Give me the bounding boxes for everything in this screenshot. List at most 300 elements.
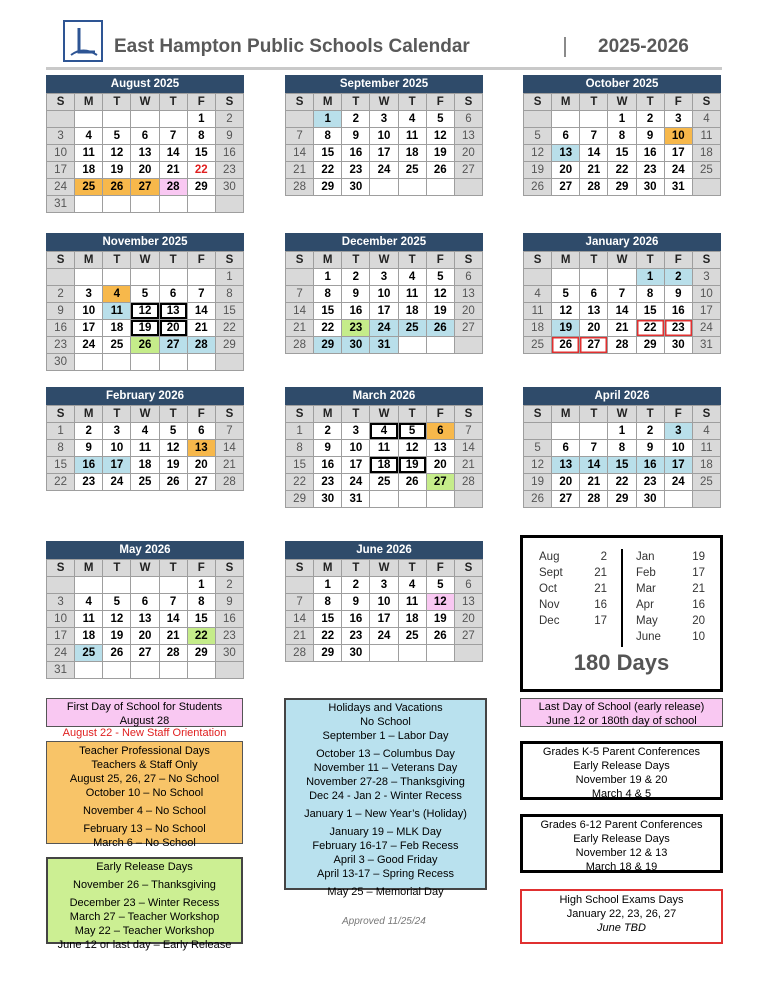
- day-count-values-right: [683, 549, 705, 645]
- day-cell: 17: [103, 457, 131, 474]
- day-cell: 26: [131, 337, 159, 354]
- header-rule: [46, 67, 722, 70]
- day-cell: 8: [314, 286, 342, 303]
- day-cell: 8: [188, 128, 216, 145]
- day-cell: 28: [216, 474, 244, 491]
- day-cell: 3: [47, 128, 75, 145]
- day-cell: 16: [342, 611, 370, 628]
- legend-line: August 28: [119, 715, 170, 727]
- empty-cell: [286, 111, 314, 128]
- day-cell: 31: [665, 179, 693, 196]
- day-cell: 4: [75, 594, 103, 611]
- day-cell: 3: [693, 269, 721, 286]
- day-cell: 10: [665, 128, 693, 145]
- weekday-header: F: [665, 252, 693, 269]
- empty-cell: [427, 179, 455, 196]
- month-grid: [46, 559, 244, 679]
- weekday-header: S: [455, 560, 483, 577]
- day-cell: 3: [665, 423, 693, 440]
- day-count: 21: [594, 583, 607, 595]
- day-cell: 11: [131, 440, 159, 457]
- day-cell: 23: [314, 474, 342, 491]
- month-calendar: [46, 387, 244, 491]
- day-cell: 12: [552, 303, 580, 320]
- legend-line: June 12 or 180th day of school: [546, 715, 697, 727]
- day-cell: 18: [131, 457, 159, 474]
- day-cell: 1: [314, 577, 342, 594]
- day-cell: 15: [188, 611, 216, 628]
- day-cell: 20: [455, 303, 483, 320]
- day-cell: 18: [399, 145, 427, 162]
- day-cell: 8: [216, 286, 244, 303]
- legend-line: January 19 – MLK Day: [329, 826, 442, 838]
- weekday-header: T: [342, 406, 370, 423]
- weekday-header: F: [427, 560, 455, 577]
- empty-cell: [580, 111, 608, 128]
- month-title: September 2025: [285, 75, 483, 93]
- empty-cell: [160, 196, 188, 213]
- day-cell: 7: [580, 128, 608, 145]
- weekday-header: M: [552, 406, 580, 423]
- day-cell: 18: [75, 628, 103, 645]
- day-cell: 18: [370, 457, 398, 474]
- day-cell: 25: [131, 474, 159, 491]
- day-cell: 11: [399, 286, 427, 303]
- day-cell: 20: [552, 474, 580, 491]
- month-title: March 2026: [285, 387, 483, 405]
- early-release-legend: [46, 857, 243, 951]
- weekday-header: S: [455, 406, 483, 423]
- day-cell: 17: [370, 145, 398, 162]
- month-grid: [523, 251, 721, 354]
- day-cell: 11: [399, 128, 427, 145]
- month-calendar: [523, 387, 721, 508]
- month-label: Oct: [539, 583, 557, 595]
- day-count-box: [520, 535, 723, 692]
- day-cell: 16: [342, 145, 370, 162]
- legend-line: Early Release Days: [573, 833, 670, 845]
- day-cell: 13: [188, 440, 216, 457]
- empty-cell: [75, 111, 103, 128]
- day-cell: 20: [427, 457, 455, 474]
- day-cell: 1: [47, 423, 75, 440]
- month-calendar: [285, 75, 483, 196]
- day-cell: 21: [286, 162, 314, 179]
- day-cell: 31: [47, 662, 75, 679]
- day-cell: 1: [314, 269, 342, 286]
- day-cell: 8: [637, 286, 665, 303]
- weekday-header: T: [103, 94, 131, 111]
- weekday-header: F: [665, 94, 693, 111]
- weekday-header: S: [455, 252, 483, 269]
- day-cell: 4: [693, 423, 721, 440]
- legend-line: Dec 24 - Jan 2 - Winter Recess: [309, 790, 462, 802]
- day-cell: 17: [370, 611, 398, 628]
- month-grid: [285, 93, 483, 196]
- day-cell: 19: [399, 457, 427, 474]
- day-cell: 14: [580, 457, 608, 474]
- day-cell: 7: [160, 594, 188, 611]
- day-cell: 25: [399, 320, 427, 337]
- empty-cell: [427, 645, 455, 662]
- weekday-header: F: [188, 252, 216, 269]
- day-cell: 15: [286, 457, 314, 474]
- day-cell: 6: [131, 594, 159, 611]
- day-cell: 2: [75, 423, 103, 440]
- day-cell: 23: [342, 162, 370, 179]
- day-cell: 26: [524, 179, 552, 196]
- day-cell: 20: [188, 457, 216, 474]
- day-cell: 24: [370, 628, 398, 645]
- day-cell: 30: [47, 354, 75, 371]
- day-cell: 7: [216, 423, 244, 440]
- day-cell: 27: [455, 628, 483, 645]
- weekday-header: T: [637, 406, 665, 423]
- day-cell: 9: [314, 440, 342, 457]
- day-cell: 28: [160, 179, 188, 196]
- legend-line: March 6 – No School: [93, 837, 196, 849]
- day-cell: 22: [286, 474, 314, 491]
- month-label: Mar: [636, 583, 656, 595]
- day-cell: 17: [47, 628, 75, 645]
- day-cell: 30: [342, 179, 370, 196]
- empty-cell: [75, 354, 103, 371]
- legend-line: May 22 – Teacher Workshop: [74, 925, 215, 937]
- empty-cell: [216, 196, 244, 213]
- weekday-header: T: [160, 560, 188, 577]
- day-cell: 27: [580, 337, 608, 354]
- day-cell: 8: [47, 440, 75, 457]
- legend-line: April 3 – Good Friday: [333, 854, 438, 866]
- day-cell: 7: [286, 286, 314, 303]
- legend-line: June TBD: [597, 922, 646, 934]
- day-cell: 21: [216, 457, 244, 474]
- month-title: June 2026: [285, 541, 483, 559]
- day-cell: 26: [399, 474, 427, 491]
- school-logo: [63, 20, 103, 62]
- day-cell: 11: [103, 303, 131, 320]
- legend-line: Teachers & Staff Only: [91, 759, 198, 771]
- legend-line: First Day of School for Students: [66, 701, 223, 713]
- weekday-header: S: [693, 252, 721, 269]
- empty-cell: [131, 196, 159, 213]
- day-cell: 10: [47, 145, 75, 162]
- day-cell: 22: [314, 162, 342, 179]
- day-cell: 12: [427, 128, 455, 145]
- day-cell: 14: [188, 303, 216, 320]
- month-grid: [523, 405, 721, 508]
- legend-line: October 13 – Columbus Day: [316, 748, 455, 760]
- day-cell: 15: [314, 611, 342, 628]
- day-cell: 28: [160, 645, 188, 662]
- day-cell: 9: [342, 128, 370, 145]
- day-cell: 25: [399, 162, 427, 179]
- day-cell: 5: [427, 111, 455, 128]
- day-cell: 6: [131, 128, 159, 145]
- day-cell: 29: [188, 645, 216, 662]
- weekday-header: S: [47, 560, 75, 577]
- day-cell: 19: [552, 320, 580, 337]
- weekday-header: W: [370, 252, 398, 269]
- day-cell: 25: [693, 474, 721, 491]
- day-cell: 23: [342, 320, 370, 337]
- day-cell: 1: [286, 423, 314, 440]
- weekday-header: T: [580, 94, 608, 111]
- day-cell: 4: [399, 111, 427, 128]
- day-cell: 26: [103, 179, 131, 196]
- day-cell: 10: [693, 286, 721, 303]
- empty-cell: [216, 662, 244, 679]
- empty-cell: [524, 111, 552, 128]
- day-cell: 18: [693, 457, 721, 474]
- weekday-header: M: [75, 94, 103, 111]
- weekday-header: W: [608, 94, 636, 111]
- day-cell: 10: [370, 128, 398, 145]
- day-cell: 24: [665, 474, 693, 491]
- month-label: Aug: [539, 551, 560, 563]
- day-cell: 12: [524, 145, 552, 162]
- legend-line: February 16-17 – Feb Recess: [312, 840, 459, 852]
- weekday-header: M: [314, 94, 342, 111]
- legend-line: January 1 – New Year’s (Holiday): [304, 808, 467, 820]
- legend-line: Grades K-5 Parent Conferences: [542, 746, 701, 758]
- weekday-header: W: [370, 94, 398, 111]
- day-cell: 14: [286, 611, 314, 628]
- day-cell: 13: [131, 611, 159, 628]
- weekday-header: S: [47, 94, 75, 111]
- weekday-header: S: [216, 406, 244, 423]
- day-cell: 1: [216, 269, 244, 286]
- day-cell: 17: [370, 303, 398, 320]
- day-cell: 22: [47, 474, 75, 491]
- day-cell: 4: [524, 286, 552, 303]
- day-cell: 7: [608, 286, 636, 303]
- total-days: 180 Days: [573, 650, 670, 675]
- day-cell: 7: [580, 440, 608, 457]
- day-cell: 9: [75, 440, 103, 457]
- day-cell: 27: [455, 162, 483, 179]
- weekday-header: T: [637, 94, 665, 111]
- empty-cell: [580, 269, 608, 286]
- day-cell: 16: [314, 457, 342, 474]
- weekday-header: F: [427, 252, 455, 269]
- weekday-header: M: [552, 252, 580, 269]
- legend-line: November 26 – Thanksgiving: [73, 879, 216, 891]
- day-cell: 15: [314, 145, 342, 162]
- weekday-header: M: [314, 406, 342, 423]
- legend-line: Early Release Days: [96, 861, 193, 873]
- day-cell: 15: [608, 457, 636, 474]
- day-cell: 7: [160, 128, 188, 145]
- day-cell: 5: [427, 269, 455, 286]
- day-cell: 21: [455, 457, 483, 474]
- empty-cell: [188, 354, 216, 371]
- day-cell: 6: [455, 269, 483, 286]
- month-calendar: [46, 75, 244, 213]
- day-cell: 19: [427, 303, 455, 320]
- day-cell: 4: [103, 286, 131, 303]
- day-cell: 17: [75, 320, 103, 337]
- day-cell: 8: [608, 440, 636, 457]
- day-cell: 7: [286, 128, 314, 145]
- day-cell: 12: [399, 440, 427, 457]
- empty-cell: [580, 423, 608, 440]
- day-cell: 2: [314, 423, 342, 440]
- empty-cell: [131, 354, 159, 371]
- day-cell: 30: [342, 645, 370, 662]
- day-cell: 18: [693, 145, 721, 162]
- month-title: November 2025: [46, 233, 244, 251]
- k5-conferences-legend: [520, 741, 723, 800]
- legend-line: Grades 6-12 Parent Conferences: [540, 819, 703, 831]
- weekday-header: S: [286, 94, 314, 111]
- day-cell: 7: [188, 286, 216, 303]
- weekday-header: M: [75, 252, 103, 269]
- empty-cell: [131, 577, 159, 594]
- day-cell: 1: [608, 423, 636, 440]
- empty-cell: [370, 491, 398, 508]
- month-title: April 2026: [523, 387, 721, 405]
- day-cell: 21: [580, 162, 608, 179]
- day-cell: 13: [455, 128, 483, 145]
- day-cell: 14: [608, 303, 636, 320]
- day-cell: 27: [552, 491, 580, 508]
- weekday-header: W: [370, 406, 398, 423]
- empty-cell: [188, 196, 216, 213]
- empty-cell: [47, 269, 75, 286]
- day-cell: 24: [47, 179, 75, 196]
- weekday-header: T: [399, 560, 427, 577]
- empty-cell: [103, 269, 131, 286]
- empty-cell: [131, 111, 159, 128]
- day-cell: 27: [455, 320, 483, 337]
- day-cell: 1: [637, 269, 665, 286]
- day-cell: 15: [608, 145, 636, 162]
- day-cell: 14: [286, 303, 314, 320]
- legend-line: Teacher Professional Days: [79, 745, 210, 757]
- day-cell: 19: [131, 320, 159, 337]
- day-cell: 6: [427, 423, 455, 440]
- month-grid: [285, 251, 483, 354]
- day-cell: 22: [314, 320, 342, 337]
- weekday-header: W: [608, 252, 636, 269]
- day-cell: 3: [370, 111, 398, 128]
- month-grid: [46, 93, 244, 213]
- day-cell: 27: [552, 179, 580, 196]
- empty-cell: [160, 269, 188, 286]
- day-cell: 27: [188, 474, 216, 491]
- page-title: East Hampton Public Schools Calendar: [114, 36, 470, 57]
- day-cell: 16: [216, 611, 244, 628]
- day-cell: 14: [455, 440, 483, 457]
- day-cell: 23: [637, 474, 665, 491]
- weekday-header: W: [131, 252, 159, 269]
- day-cell: 10: [665, 440, 693, 457]
- empty-cell: [693, 179, 721, 196]
- day-cell: 18: [103, 320, 131, 337]
- empty-cell: [160, 111, 188, 128]
- day-cell: 19: [427, 145, 455, 162]
- day-cell: 9: [637, 128, 665, 145]
- day-cell: 26: [160, 474, 188, 491]
- legend-line: February 13 – No School: [83, 823, 206, 835]
- day-cell: 16: [216, 145, 244, 162]
- legend-line: June 12 or last day – Early Release: [57, 939, 232, 951]
- weekday-header: W: [370, 560, 398, 577]
- day-count: 10: [692, 631, 705, 643]
- empty-cell: [131, 269, 159, 286]
- month-label: May: [636, 615, 658, 627]
- day-cell: 28: [286, 337, 314, 354]
- empty-cell: [665, 491, 693, 508]
- day-cell: 9: [665, 286, 693, 303]
- day-count-months-right: [636, 549, 676, 645]
- day-cell: 21: [188, 320, 216, 337]
- month-label: Sept: [539, 567, 563, 579]
- day-cell: 12: [103, 611, 131, 628]
- weekday-header: S: [286, 252, 314, 269]
- day-cell: 31: [693, 337, 721, 354]
- month-title: October 2025: [523, 75, 721, 93]
- day-cell: 23: [47, 337, 75, 354]
- day-cell: 2: [342, 269, 370, 286]
- empty-cell: [455, 179, 483, 196]
- day-cell: 25: [693, 162, 721, 179]
- legend-line: April 13-17 – Spring Recess: [317, 868, 454, 880]
- empty-cell: [524, 269, 552, 286]
- day-cell: 29: [314, 179, 342, 196]
- day-cell: 13: [455, 594, 483, 611]
- day-cell: 8: [314, 594, 342, 611]
- legend-line: March 18 & 19: [585, 861, 658, 873]
- weekday-header: S: [47, 252, 75, 269]
- day-cell: 10: [47, 611, 75, 628]
- day-cell: 23: [216, 628, 244, 645]
- day-cell: 2: [216, 111, 244, 128]
- day-cell: 12: [103, 145, 131, 162]
- day-cell: 5: [552, 286, 580, 303]
- day-cell: 2: [342, 577, 370, 594]
- day-cell: 29: [637, 337, 665, 354]
- day-cell: 10: [370, 286, 398, 303]
- weekday-header: T: [103, 252, 131, 269]
- day-cell: 23: [216, 162, 244, 179]
- day-cell: 14: [160, 145, 188, 162]
- day-cell: 5: [524, 440, 552, 457]
- day-cell: 3: [47, 594, 75, 611]
- weekday-header: T: [637, 252, 665, 269]
- day-cell: 6: [188, 423, 216, 440]
- month-calendar: [46, 541, 244, 679]
- legend-line: High School Exams Days: [559, 894, 684, 906]
- weekday-header: F: [188, 94, 216, 111]
- weekday-header: S: [286, 560, 314, 577]
- legend-line: Holidays and Vacations: [328, 702, 443, 714]
- day-cell: 9: [216, 128, 244, 145]
- weekday-header: T: [580, 252, 608, 269]
- month-calendar: [285, 541, 483, 662]
- day-cell: 9: [637, 440, 665, 457]
- empty-cell: [103, 196, 131, 213]
- day-cell: 26: [427, 628, 455, 645]
- empty-cell: [131, 662, 159, 679]
- day-cell: 11: [693, 128, 721, 145]
- day-cell: 19: [103, 162, 131, 179]
- day-cell: 27: [427, 474, 455, 491]
- month-label: Feb: [636, 567, 656, 579]
- empty-cell: [47, 111, 75, 128]
- day-cell: 2: [665, 269, 693, 286]
